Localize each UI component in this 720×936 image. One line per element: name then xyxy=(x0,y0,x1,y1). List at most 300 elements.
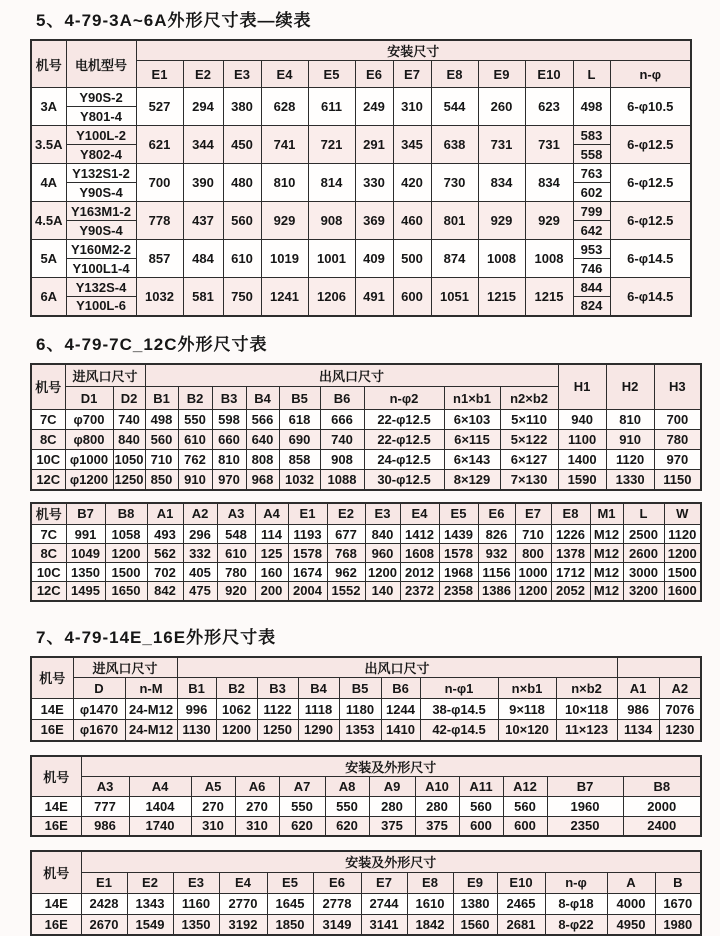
table-cell: 2358 xyxy=(439,582,478,601)
table-row xyxy=(31,582,701,601)
table-7c-12c-frame-dims xyxy=(30,502,702,602)
table-cell: 4A xyxy=(31,164,66,202)
table-cell: 929 xyxy=(261,202,308,240)
column-header: E1 xyxy=(288,503,327,525)
table-cell: 437 xyxy=(183,202,223,240)
table-cell: 4950 xyxy=(607,914,655,935)
table-cell: 1380 xyxy=(453,893,497,914)
table-cell: 1200 xyxy=(365,563,400,582)
table-cell: 30-φ12.5 xyxy=(364,470,444,490)
table-cell: 1160 xyxy=(173,893,219,914)
table-cell: 1062 xyxy=(216,699,257,720)
table-cell: 42-φ14.5 xyxy=(420,720,498,741)
column-header: L xyxy=(573,61,610,88)
table-row xyxy=(31,88,691,107)
table-cell: 731 xyxy=(525,126,573,164)
column-header: B8 xyxy=(623,776,701,796)
table-cell: 544 xyxy=(431,88,478,126)
table-cell: φ700 xyxy=(65,410,113,430)
table-cell: 940 xyxy=(558,410,606,430)
table-cell: 763 xyxy=(573,164,610,183)
column-header: E4 xyxy=(261,61,308,88)
table-cell: 810 xyxy=(606,410,654,430)
table-row xyxy=(31,796,701,816)
table-cell: 460 xyxy=(393,202,431,240)
table-cell: 2000 xyxy=(623,796,701,816)
table-cell: 780 xyxy=(654,430,701,450)
table-cell: 660 xyxy=(212,430,246,450)
table-cell: 799 xyxy=(573,202,610,221)
table-cell: 1000 xyxy=(515,563,551,582)
table-cell: Y160M2-2 xyxy=(66,240,136,259)
table-cell: 2400 xyxy=(623,816,701,836)
table-cell: 700 xyxy=(136,164,183,202)
column-header: A3 xyxy=(217,503,255,525)
column-header: B1 xyxy=(145,387,178,410)
table-cell: Y100L-2 xyxy=(66,126,136,145)
table-cell: 1008 xyxy=(525,240,573,278)
table-cell: 1500 xyxy=(105,563,147,582)
table-cell: 4.5A xyxy=(31,202,66,240)
table-cell: 777 xyxy=(81,796,129,816)
column-header: D1 xyxy=(65,387,113,410)
table-cell: 1193 xyxy=(288,525,327,544)
table-cell: 731 xyxy=(478,126,525,164)
table-row xyxy=(31,563,701,582)
table-cell: 996 xyxy=(177,699,216,720)
table-cell: 1134 xyxy=(617,720,659,741)
column-header: B6 xyxy=(381,678,420,699)
column-header: B6 xyxy=(320,387,364,410)
table-cell: 1980 xyxy=(655,914,701,935)
table-cell: 2681 xyxy=(497,914,545,935)
table-cell: Y90S-2 xyxy=(66,88,136,107)
column-header: A4 xyxy=(129,776,191,796)
column-header: A1 xyxy=(617,678,659,699)
table-cell: 2372 xyxy=(400,582,439,601)
table-cell: 558 xyxy=(573,145,610,164)
table-cell: 16E xyxy=(31,816,81,836)
column-header: D2 xyxy=(113,387,145,410)
table-cell: 3000 xyxy=(623,563,664,582)
table-cell: 310 xyxy=(235,816,279,836)
table-cell: 1353 xyxy=(339,720,381,741)
table-cell: 908 xyxy=(320,450,364,470)
table-7c-12c-inlet-outlet-dims xyxy=(30,363,702,491)
column-header: 安装及外形尺寸 xyxy=(81,851,701,872)
table-cell: 986 xyxy=(617,699,659,720)
table-row xyxy=(31,450,701,470)
table-cell: 280 xyxy=(415,796,459,816)
column-header: A2 xyxy=(659,678,701,699)
table-cell: 1058 xyxy=(105,525,147,544)
table-cell: 600 xyxy=(503,816,547,836)
table-cell: 7C xyxy=(31,410,65,430)
table-cell: φ1000 xyxy=(65,450,113,470)
table-cell: 1600 xyxy=(664,582,701,601)
table-cell: 7C xyxy=(31,525,66,544)
table-cell: 560 xyxy=(223,202,261,240)
table-cell: 768 xyxy=(327,544,365,563)
table-cell: φ1670 xyxy=(73,720,125,741)
column-header: A1 xyxy=(147,503,183,525)
section-14e-16e xyxy=(30,623,720,936)
table-cell: 2004 xyxy=(288,582,327,601)
table-cell: 1001 xyxy=(308,240,355,278)
column-header: E5 xyxy=(267,872,313,893)
column-header: n1×b1 xyxy=(444,387,500,410)
table-cell: 2500 xyxy=(623,525,664,544)
table-cell: 6-φ12.5 xyxy=(610,202,691,240)
table-cell: 1049 xyxy=(66,544,105,563)
table-cell: 750 xyxy=(223,278,261,316)
table-row xyxy=(31,914,701,935)
table-cell: 260 xyxy=(478,88,525,126)
table-cell: φ1470 xyxy=(73,699,125,720)
table-cell: 1120 xyxy=(664,525,701,544)
column-header: E8 xyxy=(407,872,453,893)
table-cell: 700 xyxy=(654,410,701,430)
table-cell: 1850 xyxy=(267,914,313,935)
table-cell: 910 xyxy=(606,430,654,450)
table-cell: 850 xyxy=(145,470,178,490)
table-cell: 22-φ12.5 xyxy=(364,410,444,430)
table-cell: 1842 xyxy=(407,914,453,935)
table-cell: 1590 xyxy=(558,470,606,490)
table-cell: 1088 xyxy=(320,470,364,490)
table-cell: Y100L1-4 xyxy=(66,259,136,278)
table-cell: 6-φ14.5 xyxy=(610,278,691,316)
table-cell: 968 xyxy=(246,470,279,490)
table-cell: 840 xyxy=(113,430,145,450)
table-cell: 560 xyxy=(459,796,503,816)
table-cell: 7×130 xyxy=(500,470,558,490)
table-cell: 1050 xyxy=(113,450,145,470)
table-cell: 1578 xyxy=(288,544,327,563)
column-header: M1 xyxy=(590,503,623,525)
column-header: B2 xyxy=(178,387,212,410)
table-cell: 1230 xyxy=(659,720,701,741)
table-cell: 2744 xyxy=(361,893,407,914)
table-cell: 826 xyxy=(478,525,515,544)
table-cell: 740 xyxy=(113,410,145,430)
table-cell: 560 xyxy=(145,430,178,450)
table-cell: 834 xyxy=(525,164,573,202)
table-row xyxy=(31,720,701,741)
table-cell: 24-M12 xyxy=(125,720,177,741)
header-row xyxy=(31,851,701,872)
table-cell: 1578 xyxy=(439,544,478,563)
table-cell: 1350 xyxy=(66,563,105,582)
table-cell: 5×110 xyxy=(500,410,558,430)
table-cell: 1608 xyxy=(400,544,439,563)
table-cell: 1008 xyxy=(478,240,525,278)
table-cell: 908 xyxy=(308,202,355,240)
table-cell: M12 xyxy=(590,582,623,601)
column-header: 机号 xyxy=(31,851,81,893)
table-cell: 10C xyxy=(31,563,66,582)
table-cell: Y163M1-2 xyxy=(66,202,136,221)
table-cell: 8×129 xyxy=(444,470,500,490)
column-header: n2×b2 xyxy=(500,387,558,410)
table-cell: 2465 xyxy=(497,893,545,914)
table-row xyxy=(31,126,691,145)
table-cell: 270 xyxy=(235,796,279,816)
column-header: E1 xyxy=(136,61,183,88)
table-cell: φ1200 xyxy=(65,470,113,490)
table-cell: 808 xyxy=(246,450,279,470)
table-cell: 842 xyxy=(147,582,183,601)
table-cell: 291 xyxy=(355,126,393,164)
table-cell: 1032 xyxy=(136,278,183,316)
table-cell: 1645 xyxy=(267,893,313,914)
column-header: E8 xyxy=(431,61,478,88)
table-cell: 560 xyxy=(503,796,547,816)
column-header: E6 xyxy=(355,61,393,88)
table-cell: 628 xyxy=(261,88,308,126)
table-cell: 710 xyxy=(145,450,178,470)
column-header: 出风口尺寸 xyxy=(145,364,558,387)
table-cell: 11×123 xyxy=(556,720,617,741)
table-cell: 1244 xyxy=(381,699,420,720)
table-cell: 611 xyxy=(308,88,355,126)
table-cell: 409 xyxy=(355,240,393,278)
table-row xyxy=(31,470,701,490)
table-cell: 600 xyxy=(459,816,503,836)
table-cell: 9×118 xyxy=(498,699,556,720)
table-cell: 5A xyxy=(31,240,66,278)
table-cell: 493 xyxy=(147,525,183,544)
column-header: B3 xyxy=(257,678,298,699)
table-cell: M12 xyxy=(590,525,623,544)
table-cell: 610 xyxy=(217,544,255,563)
table-cell: 10×118 xyxy=(556,699,617,720)
table-cell: 2350 xyxy=(547,816,623,836)
table-cell: 1156 xyxy=(478,563,515,582)
column-header: W xyxy=(664,503,701,525)
table-cell: 375 xyxy=(369,816,415,836)
section-7c-12c xyxy=(30,330,720,602)
column-header: 电机型号 xyxy=(66,40,136,88)
column-header: E6 xyxy=(478,503,515,525)
table-cell: 1343 xyxy=(127,893,173,914)
table-cell: 610 xyxy=(178,430,212,450)
table-cell: 932 xyxy=(478,544,515,563)
table-cell: 12C xyxy=(31,470,65,490)
column-header: A6 xyxy=(235,776,279,796)
table-cell: 390 xyxy=(183,164,223,202)
header-row xyxy=(31,872,701,893)
table-cell: 581 xyxy=(183,278,223,316)
column-header: B4 xyxy=(298,678,339,699)
table-cell: 1100 xyxy=(558,430,606,450)
table-cell: 527 xyxy=(136,88,183,126)
table-cell: 814 xyxy=(308,164,355,202)
table-cell: Y90S-4 xyxy=(66,183,136,202)
table-cell: Y802-4 xyxy=(66,145,136,164)
column-header: E8 xyxy=(551,503,590,525)
table-cell: 690 xyxy=(279,430,320,450)
table-cell: 1019 xyxy=(261,240,308,278)
column-header: E2 xyxy=(127,872,173,893)
column-header: E5 xyxy=(439,503,478,525)
table-cell: 1118 xyxy=(298,699,339,720)
table-cell: 1150 xyxy=(654,470,701,490)
table-cell: 1290 xyxy=(298,720,339,741)
table-cell: 1250 xyxy=(113,470,145,490)
table-cell: Y90S-4 xyxy=(66,221,136,240)
table-cell: 810 xyxy=(212,450,246,470)
table-cell: 200 xyxy=(255,582,288,601)
table-cell: 2670 xyxy=(81,914,127,935)
table-cell: 6-φ14.5 xyxy=(610,240,691,278)
table-cell: 480 xyxy=(223,164,261,202)
table-cell: 1350 xyxy=(173,914,219,935)
table-cell: 6×103 xyxy=(444,410,500,430)
table-cell: 1120 xyxy=(606,450,654,470)
column-header: 安装及外形尺寸 xyxy=(81,756,701,777)
table-cell: 583 xyxy=(573,126,610,145)
column-header: A8 xyxy=(325,776,369,796)
table-cell: 2770 xyxy=(219,893,267,914)
table-3a-6a-mounting-dims xyxy=(30,39,692,317)
table-cell: 14E xyxy=(31,699,73,720)
table-cell: 710 xyxy=(515,525,551,544)
table-cell: φ800 xyxy=(65,430,113,450)
column-header: E1 xyxy=(81,872,127,893)
table-cell: Y801-4 xyxy=(66,107,136,126)
table-cell: 14E xyxy=(31,796,81,816)
table-cell: 800 xyxy=(515,544,551,563)
table-cell: 610 xyxy=(223,240,261,278)
table-cell: 3192 xyxy=(219,914,267,935)
table-cell: 1674 xyxy=(288,563,327,582)
header-row xyxy=(31,657,701,678)
table-cell: 623 xyxy=(525,88,573,126)
table-cell: 3149 xyxy=(313,914,361,935)
column-header: E7 xyxy=(361,872,407,893)
table-14e-16e-mounting-dims-a xyxy=(30,755,702,838)
table-cell: 1200 xyxy=(515,582,551,601)
table-cell: 620 xyxy=(325,816,369,836)
column-header: B xyxy=(655,872,701,893)
table-cell: 1670 xyxy=(655,893,701,914)
column-header: n×b1 xyxy=(498,678,556,699)
table-cell: 874 xyxy=(431,240,478,278)
column-header: E7 xyxy=(515,503,551,525)
table-cell: 380 xyxy=(223,88,261,126)
column-header: E4 xyxy=(219,872,267,893)
column-header: D xyxy=(73,678,125,699)
table-cell: 621 xyxy=(136,126,183,164)
column-header: E3 xyxy=(365,503,400,525)
table-cell: 14E xyxy=(31,893,81,914)
column-header: 机号 xyxy=(31,756,81,797)
column-header: B3 xyxy=(212,387,246,410)
table-cell: 858 xyxy=(279,450,320,470)
table-cell: 740 xyxy=(320,430,364,450)
table-cell: 280 xyxy=(369,796,415,816)
table-cell: 1495 xyxy=(66,582,105,601)
table-cell: M12 xyxy=(590,544,623,563)
table-cell: 1712 xyxy=(551,563,590,582)
table-cell: 1549 xyxy=(127,914,173,935)
table-cell: 1412 xyxy=(400,525,439,544)
column-header: n-φ xyxy=(545,872,607,893)
table-cell: 344 xyxy=(183,126,223,164)
table-cell: 4000 xyxy=(607,893,655,914)
column-header: E10 xyxy=(497,872,545,893)
table-cell: 3A xyxy=(31,88,66,126)
table-cell: 294 xyxy=(183,88,223,126)
table-cell: 24-M12 xyxy=(125,699,177,720)
table-row xyxy=(31,240,691,259)
header-row xyxy=(31,756,701,777)
table-cell: 920 xyxy=(217,582,255,601)
column-header: A7 xyxy=(279,776,325,796)
table-cell: Y132S-4 xyxy=(66,278,136,297)
column-header: B7 xyxy=(547,776,623,796)
table-cell: 114 xyxy=(255,525,288,544)
table-row xyxy=(31,544,701,563)
column-header: 进风口尺寸 xyxy=(73,657,177,678)
table-cell: 602 xyxy=(573,183,610,202)
table-cell: 702 xyxy=(147,563,183,582)
table-cell: 778 xyxy=(136,202,183,240)
table-cell: 330 xyxy=(355,164,393,202)
column-header: 机号 xyxy=(31,40,66,88)
column-header: L xyxy=(623,503,664,525)
table-cell: 332 xyxy=(183,544,217,563)
column-header: A11 xyxy=(459,776,503,796)
table-cell: 929 xyxy=(478,202,525,240)
column-header: 机号 xyxy=(31,364,65,410)
table-cell: 2428 xyxy=(81,893,127,914)
table-cell: 910 xyxy=(178,470,212,490)
table-cell: 140 xyxy=(365,582,400,601)
table-cell: 960 xyxy=(365,544,400,563)
table-cell: 369 xyxy=(355,202,393,240)
table-cell: 1122 xyxy=(257,699,298,720)
table-cell: 1200 xyxy=(216,720,257,741)
table-cell: 1130 xyxy=(177,720,216,741)
table-cell: 1180 xyxy=(339,699,381,720)
table-cell: 550 xyxy=(279,796,325,816)
column-header: A4 xyxy=(255,503,288,525)
column-header: 安装尺寸 xyxy=(136,40,691,61)
table-cell: 5×122 xyxy=(500,430,558,450)
column-header: A12 xyxy=(503,776,547,796)
column-header: E2 xyxy=(327,503,365,525)
column-header: H1 xyxy=(558,364,606,410)
table-cell: 10×120 xyxy=(498,720,556,741)
column-header: A9 xyxy=(369,776,415,796)
header-row xyxy=(31,503,701,525)
column-header: 进风口尺寸 xyxy=(65,364,145,387)
table-cell: 780 xyxy=(217,563,255,582)
table-cell: 38-φ14.5 xyxy=(420,699,498,720)
column-header: E9 xyxy=(478,61,525,88)
table-cell: 6×127 xyxy=(500,450,558,470)
table-row xyxy=(31,893,701,914)
table-cell: 953 xyxy=(573,240,610,259)
table-cell: 1200 xyxy=(664,544,701,563)
table-cell: 1610 xyxy=(407,893,453,914)
table-cell: 8C xyxy=(31,430,65,450)
table-cell: 12C xyxy=(31,582,66,601)
table-cell: 498 xyxy=(573,88,610,126)
column-header: 机号 xyxy=(31,503,66,525)
